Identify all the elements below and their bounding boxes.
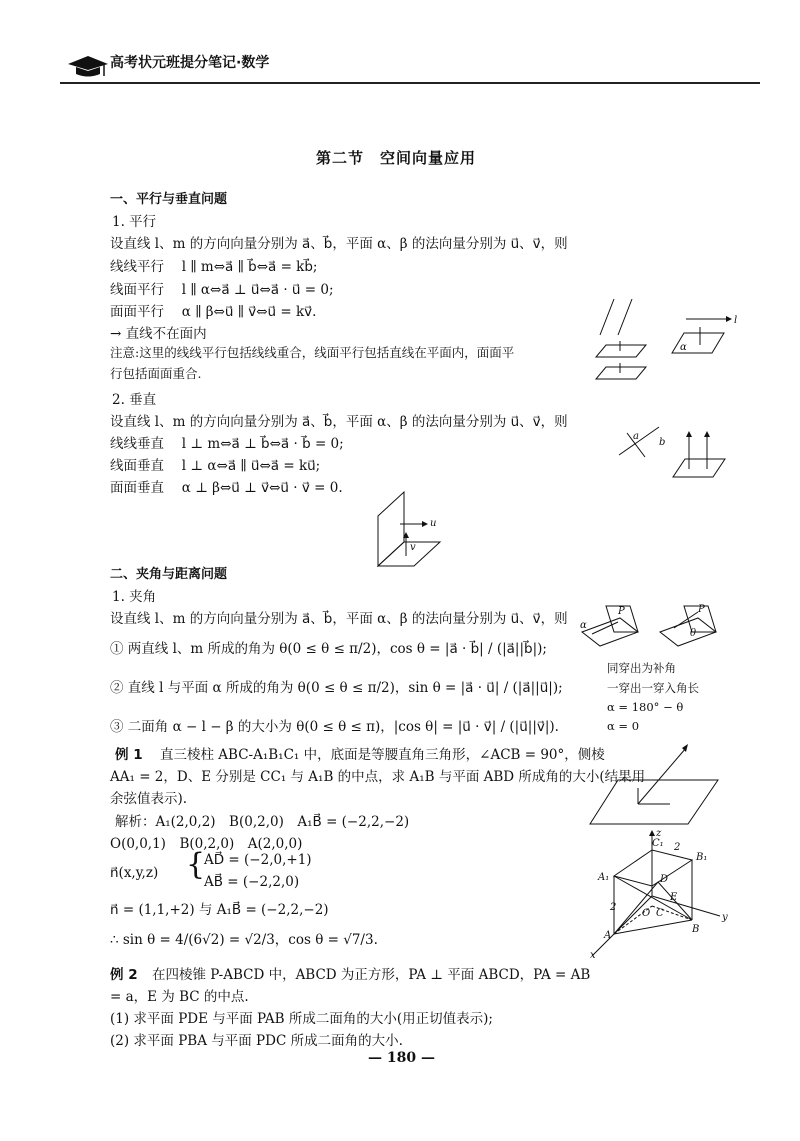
solution-normal-vector: n⃗(x,y,z) xyxy=(110,865,159,881)
fig-label-v: v xyxy=(410,542,416,553)
part1-heading: 一、平行与垂直问题 xyxy=(110,192,228,207)
perpendicular-planes-figure xyxy=(370,488,470,568)
fig-label-l: l xyxy=(734,315,738,326)
part1-sub1-intro: 设直线 l、m 的方向向量分别为 a⃗、b⃗，平面 α、β 的法向量分别为 u⃗、v⃗，则 xyxy=(110,236,568,252)
fig-label-D: D xyxy=(660,874,669,885)
example2-text2: = a，E 为 BC 的中点. xyxy=(110,989,249,1005)
solution-AB-vector: AB⃗ = (−2,2,0) xyxy=(204,874,300,890)
fig-label-B1: B₁ xyxy=(696,852,708,863)
line-plane-angle-figure xyxy=(588,740,728,830)
book-title: 高考状元班提分笔记·数学 xyxy=(110,55,270,71)
angle-item3: ③ 二面角 α − l − β 的大小为 θ(0 ≤ θ ≤ π)，|cos θ| = |u⃗ · v⃗| / (|u⃗||v⃗|). xyxy=(110,719,559,735)
side-note-1: 同穿出为补角 xyxy=(607,661,676,675)
part2-sub1: 1. 夹角 xyxy=(112,589,157,605)
fig-label-y: y xyxy=(722,912,728,923)
parallel-line-line: 线线平行 l ∥ m⇔a⃗ ∥ b⃗⇔a⃗ = kb⃗; xyxy=(110,259,318,275)
parallel-diagrams-figure xyxy=(592,295,752,395)
perp-line-line: 线线垂直 l ⊥ m⇔a⃗ ⊥ b⃗⇔a⃗ · b⃗ = 0; xyxy=(110,436,344,452)
side-note-3: α = 180° − θ xyxy=(607,700,684,714)
perp-line-plane: 线面垂直 l ⊥ α⇔a⃗ ∥ u⃗⇔a⃗ = ku⃗; xyxy=(110,458,321,474)
fig-label-b: b xyxy=(659,437,666,448)
fig-label-alpha-left: α xyxy=(580,620,587,631)
fig-label-C1: C₁ xyxy=(652,838,664,849)
dihedral-angle-figures xyxy=(578,598,728,654)
solution-AD-vector: AD⃗ = (−2,0,+1) xyxy=(204,852,312,868)
perpendicular-diagrams-figure xyxy=(615,415,735,485)
part1-sub2-intro: 设直线 l、m 的方向向量分别为 a⃗、b⃗，平面 α、β 的法向量分别为 u⃗、v⃗，则 xyxy=(110,414,568,430)
arrow-note: → 直线不在面内 xyxy=(110,326,207,342)
fig-label-B: B xyxy=(692,924,700,935)
section-title: 第二节 空间向量应用 xyxy=(316,149,477,167)
fig-label-two-top: 2 xyxy=(674,842,681,853)
graduation-cap-icon xyxy=(64,52,112,78)
fig-label-C: C xyxy=(656,908,664,919)
part1-sub1: 1. 平行 xyxy=(112,214,157,230)
prism-coordinate-figure xyxy=(588,826,738,960)
part1-sub2: 2. 垂直 xyxy=(112,392,157,408)
note-line2: 行包括面面重合. xyxy=(110,366,202,381)
fig-label-E: E xyxy=(670,892,678,903)
fig-label-u: u xyxy=(430,518,437,529)
side-note-4: α = 0 xyxy=(607,719,640,733)
example1-label: 例 1 xyxy=(115,747,143,763)
solution-line4: n⃗ = (1,1,+2) 与 A₁B⃗ = (−2,2,−2) xyxy=(110,902,329,918)
fig-label-A1: A₁ xyxy=(598,872,610,883)
fig-label-O: O xyxy=(642,908,651,919)
example1-text1: 直三棱柱 ABC-A₁B₁C₁ 中，底面是等腰直角三角形，∠ACB = 90°，侧棱 xyxy=(160,747,605,763)
fig-label-P-left: P xyxy=(618,606,625,617)
system-brace: { xyxy=(186,847,206,882)
part2-heading: 二、夹角与距离问题 xyxy=(110,567,228,582)
solution-line2: O(0,0,1) B(0,2,0) A(2,0,0) xyxy=(110,836,303,852)
side-note-2: 一穿出一穿入角长 xyxy=(607,681,699,695)
example1-text3: 余弦值表示). xyxy=(110,791,188,807)
note-line1: 注意:这里的线线平行包括线线重合，线面平行包括直线在平面内，面面平 xyxy=(110,345,515,360)
angle-item1: ① 两直线 l、m 所成的角为 θ(0 ≤ θ ≤ π/2)，cos θ = |a⃗ · b⃗| / (|a⃗||b⃗|); xyxy=(110,641,547,657)
perp-plane-plane: 面面垂直 α ⊥ β⇔u⃗ ⊥ v⃗⇔u⃗ · v⃗ = 0. xyxy=(110,480,343,496)
fig-label-alpha: α xyxy=(680,342,687,353)
angle-item2: ② 直线 l 与平面 α 所成的角为 θ(0 ≤ θ ≤ π/2)，sin θ = |a⃗ · u⃗| / (|a⃗||u⃗|); xyxy=(110,680,563,696)
header-rule xyxy=(60,82,760,84)
parallel-plane-plane: 面面平行 α ∥ β⇔u⃗ ∥ v⃗⇔u⃗ = kv⃗. xyxy=(110,304,317,320)
fig-label-x: x xyxy=(590,950,596,960)
part2-intro: 设直线 l、m 的方向向量分别为 a⃗、b⃗，平面 α、β 的法向量分别为 u⃗、v⃗，则 xyxy=(110,611,568,627)
solution-line5: ∴ sin θ = 4/(6√2) = √2/3，cos θ = √7/3. xyxy=(110,932,378,948)
fig-label-P-right: P xyxy=(698,604,705,615)
parallel-line-plane: 线面平行 l ∥ α⇔a⃗ ⊥ u⃗⇔a⃗ · u⃗ = 0; xyxy=(110,282,334,298)
example2-question1: (1) 求平面 PDE 与平面 PAB 所成二面角的大小(用正切值表示); xyxy=(110,1011,493,1027)
example2-text1: 在四棱锥 P-ABCD 中，ABCD 为正方形，PA ⊥ 平面 ABCD，PA = AB xyxy=(152,967,591,983)
fig-label-a: a xyxy=(633,431,639,442)
example1-text2: AA₁ = 2，D、E 分别是 CC₁ 与 A₁B 的中点，求 A₁B 与平面 ABD 所成角的大小(结果用 xyxy=(110,769,646,785)
fig-label-A: A xyxy=(604,930,612,941)
example2-question2: (2) 求平面 PBA 与平面 PDC 所成二面角的大小. xyxy=(110,1033,403,1049)
solution-line1: 解析：A₁(2,0,2) B(0,2,0) A₁B⃗ = (−2,2,−2) xyxy=(115,814,410,830)
page-number: — 180 — xyxy=(368,1050,435,1066)
example2-label: 例 2 xyxy=(110,967,138,983)
fig-label-theta: θ xyxy=(690,628,697,639)
fig-label-z: z xyxy=(656,828,662,839)
fig-label-two-side: 2 xyxy=(610,902,617,913)
